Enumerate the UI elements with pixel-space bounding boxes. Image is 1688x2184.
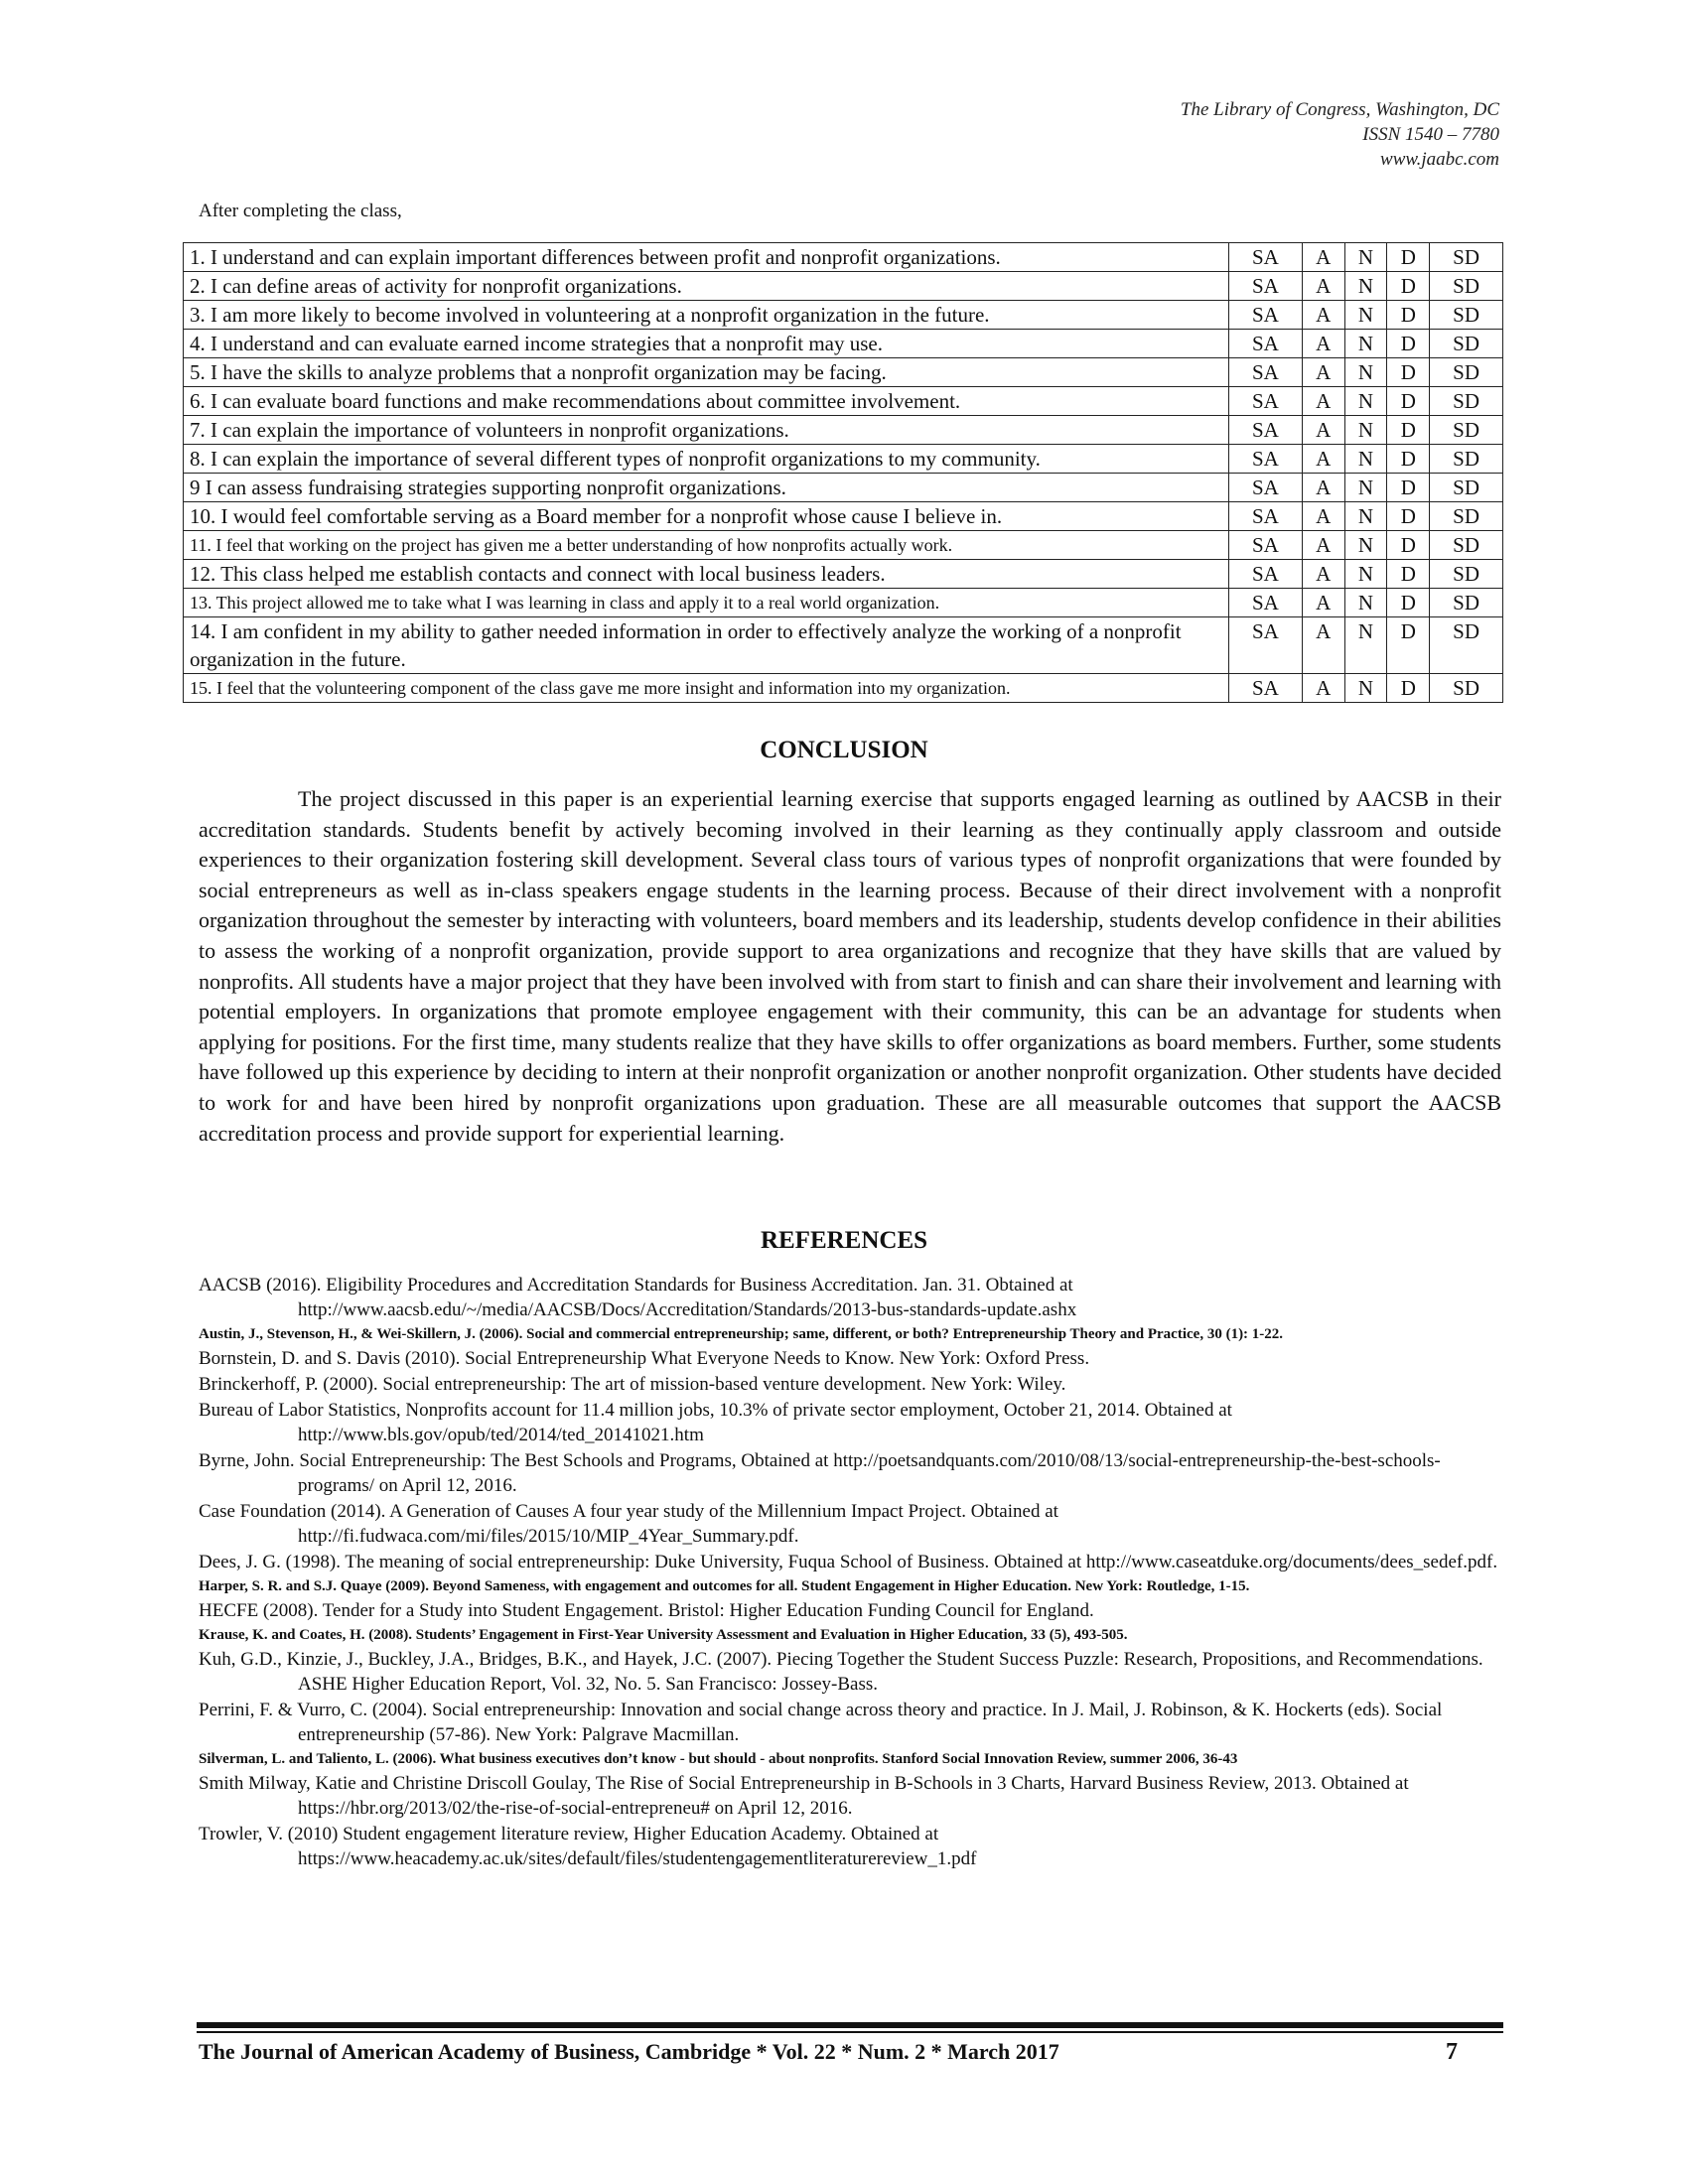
survey-row (184, 301, 1503, 330)
rating-option-d: D (1387, 502, 1430, 531)
survey-row (184, 502, 1503, 531)
survey-statement: 2. I can define areas of activity for nonprofit organizations. (184, 272, 1229, 301)
survey-row (184, 474, 1503, 502)
rating-option-sa: SA (1229, 502, 1303, 531)
rating-option-n: N (1344, 560, 1387, 589)
survey-statement: 7. I can explain the importance of volunteers in nonprofit organizations. (184, 416, 1229, 445)
rating-option-n: N (1344, 243, 1387, 272)
rating-option-a: A (1302, 416, 1344, 445)
table-intro: After completing the class, (199, 201, 402, 221)
rating-option-sa: SA (1229, 445, 1303, 474)
survey-row (184, 531, 1503, 560)
reference-item: Harper, S. R. and S.J. Quaye (2009). Beyond Sameness, with engagement and outcomes for all. Student Engagement in Higher Education. New York: Routledge, 1-15. (199, 1578, 1250, 1594)
rating-option-n: N (1344, 330, 1387, 358)
survey-statement: 12. This class helped me establish contacts and connect with local business leaders. (184, 560, 1229, 589)
rating-option-sa: SA (1229, 330, 1303, 358)
rating-option-sa: SA (1229, 416, 1303, 445)
rating-option-sa: SA (1229, 358, 1303, 387)
rating-option-d: D (1387, 301, 1430, 330)
rating-option-a: A (1302, 474, 1344, 502)
survey-statement: 5. I have the skills to analyze problems that a nonprofit organization may be facing. (184, 358, 1229, 387)
footer-rule-thin (197, 2031, 1503, 2033)
survey-row (184, 243, 1503, 272)
header-library: The Library of Congress, Washington, DC (1180, 99, 1499, 120)
reference-item: HECFE (2008). Tender for a Study into Student Engagement. Bristol: Higher Education Funding Council for England. (199, 1600, 1094, 1621)
survey-row (184, 416, 1503, 445)
rating-option-d: D (1387, 243, 1430, 272)
rating-option-a: A (1302, 301, 1344, 330)
survey-statement: 15. I feel that the volunteering component of the class gave me more insight and information into my organization. (184, 674, 1229, 703)
survey-row (184, 560, 1503, 589)
reference-item: Krause, K. and Coates, H. (2008). Students’ Engagement in First-Year University Assessment and Evaluation in Higher Education, 33 (5), 493-505. (199, 1627, 1128, 1643)
rating-option-sd: SD (1430, 474, 1503, 502)
survey-statement: 3. I am more likely to become involved in volunteering at a nonprofit organization in the future. (184, 301, 1229, 330)
reference-item: Austin, J., Stevenson, H., & Wei-Skillern, J. (2006). Social and commercial entrepreneurship; same, different, or both? Entrepreneurship Theory and Practice, 30 (1): 1-22. (199, 1326, 1284, 1342)
rating-option-d: D (1387, 589, 1430, 617)
rating-option-d: D (1387, 560, 1430, 589)
rating-option-sd: SD (1430, 416, 1503, 445)
survey-row (184, 272, 1503, 301)
rating-option-n: N (1344, 531, 1387, 560)
survey-statement: 11. I feel that working on the project has given me a better understanding of how nonprofits actually work. (184, 531, 1229, 560)
rating-option-n: N (1344, 445, 1387, 474)
running-header (1181, 97, 1499, 172)
survey-row (184, 330, 1503, 358)
rating-option-sa: SA (1229, 474, 1303, 502)
conclusion-paragraph: The project discussed in this paper is an experiential learning exercise that supports engaged learning as outlined by AACSB in their accreditation standards. Students benefit by actively becoming involved in their learning as they continually apply classroom and outside experiences to their organization fostering skill development. Several class tours of various types of nonprofit organizations that were founded by social entrepreneurs as well as in-class speakers engage students in the learning process. Because of their direct involvement with a nonprofit organization throughout the semester by interacting with volunteers, board members and its leadership, students develop confidence in their abilities to assess the working of a nonprofit organization, provide support to area organizations and recognize that they have skills that are valued by nonprofits. All students have a major project that they have been involved with from start to finish and can share their involvement and learning with potential employers. In organizations that promote employee engagement with their community, this can be an advantage for students when applying for positions. For the first time, many students realize that they have skills to offer organizations as board members. Further, some students have followed up this experience by deciding to intern at their nonprofit organization or another nonprofit organization. Other students have decided to work for and have been hired by nonprofit organizations upon graduation. These are all measurable outcomes that support the AACSB accreditation process and provide support for experiential learning. (199, 786, 1501, 1146)
survey-statement: 9 I can assess fundraising strategies supporting nonprofit organizations. (184, 474, 1229, 502)
survey-row (184, 617, 1503, 674)
survey-table (183, 242, 1503, 703)
reference-item: Perrini, F. & Vurro, C. (2004). Social entrepreneurship: Innovation and social change across theory and practice. In J. Mail, J. Robinson, & K. Hockerts (eds). Social entrepreneurship (57-86). New York: Palgrave Macmillan. (199, 1700, 1443, 1745)
journal-footer: The Journal of American Academy of Business, Cambridge * Vol. 22 * Num. 2 * March 2017 (199, 2039, 1059, 2064)
rating-option-sd: SD (1430, 358, 1503, 387)
rating-option-sd: SD (1430, 531, 1503, 560)
rating-option-sa: SA (1229, 589, 1303, 617)
reference-item: Trowler, V. (2010) Student engagement literature review, Higher Education Academy. Obtained at https://www.heacademy.ac.uk/sites/default/files/studentengagementliteraturereview_1.pdf (199, 1824, 977, 1869)
rating-option-a: A (1302, 531, 1344, 560)
rating-option-n: N (1344, 416, 1387, 445)
reference-item: Silverman, L. and Taliento, L. (2006). What business executives don’t know - but should - about nonprofits. Stanford Social Innovation Review, summer 2006, 36-43 (199, 1751, 1238, 1767)
rating-option-a: A (1302, 387, 1344, 416)
rating-option-sa: SA (1229, 301, 1303, 330)
rating-option-sd: SD (1430, 387, 1503, 416)
survey-row (184, 445, 1503, 474)
rating-option-d: D (1387, 531, 1430, 560)
rating-option-sa: SA (1229, 272, 1303, 301)
reference-item: Dees, J. G. (1998). The meaning of social entrepreneurship: Duke University, Fuqua School of Business. Obtained at http://www.caseatduke.org/documents/dees_sedef.pdf. (199, 1552, 1498, 1572)
rating-option-sd: SD (1430, 243, 1503, 272)
survey-row (184, 358, 1503, 387)
rating-option-d: D (1387, 416, 1430, 445)
rating-option-n: N (1344, 387, 1387, 416)
rating-option-a: A (1302, 674, 1344, 703)
rating-option-a: A (1302, 272, 1344, 301)
rating-option-sa: SA (1229, 674, 1303, 703)
rating-option-n: N (1344, 272, 1387, 301)
rating-option-d: D (1387, 358, 1430, 387)
rating-option-a: A (1302, 617, 1344, 674)
reference-list (199, 1273, 1501, 1872)
reference-item: Brinckerhoff, P. (2000). Social entrepreneurship: The art of mission-based venture development. New York: Wiley. (199, 1374, 1066, 1395)
rating-option-sd: SD (1430, 445, 1503, 474)
reference-item: Bureau of Labor Statistics, Nonprofits account for 11.4 million jobs, 10.3% of private sector employment, October 21, 2014. Obtained at http://www.bls.gov/opub/ted/2014/ted_20141021.htm (199, 1400, 1232, 1445)
survey-row (184, 589, 1503, 617)
rating-option-sa: SA (1229, 560, 1303, 589)
rating-option-sd: SD (1430, 301, 1503, 330)
rating-option-n: N (1344, 474, 1387, 502)
survey-row (184, 387, 1503, 416)
survey-statement: 1. I understand and can explain important differences between profit and nonprofit organizations. (184, 243, 1229, 272)
survey-row (184, 674, 1503, 703)
rating-option-d: D (1387, 474, 1430, 502)
rating-option-sd: SD (1430, 272, 1503, 301)
rating-option-d: D (1387, 330, 1430, 358)
rating-option-d: D (1387, 387, 1430, 416)
header-issn: ISSN 1540 – 7780 (1362, 124, 1499, 145)
rating-option-d: D (1387, 617, 1430, 674)
rating-option-n: N (1344, 617, 1387, 674)
rating-option-d: D (1387, 674, 1430, 703)
rating-option-a: A (1302, 560, 1344, 589)
rating-option-sd: SD (1430, 617, 1503, 674)
rating-option-sa: SA (1229, 387, 1303, 416)
references-heading: REFERENCES (760, 1227, 928, 1254)
rating-option-n: N (1344, 358, 1387, 387)
survey-statement: 6. I can evaluate board functions and make recommendations about committee involvement. (184, 387, 1229, 416)
rating-option-n: N (1344, 589, 1387, 617)
reference-item: Kuh, G.D., Kinzie, J., Buckley, J.A., Bridges, B.K., and Hayek, J.C. (2007). Piecing Together the Student Success Puzzle: Research, Propositions, and Recommendations. ASHE Higher Education Report, Vol. 32, No. 5. San Francisco: Jossey-Bass. (199, 1649, 1483, 1695)
reference-item: AACSB (2016). Eligibility Procedures and Accreditation Standards for Business Accreditation. Jan. 31. Obtained at http://www.aacsb.edu/~/media/AACSB/Docs/Accreditation/Standards/2013-bus-standards-update.ashx (199, 1275, 1077, 1320)
rating-option-a: A (1302, 502, 1344, 531)
rating-option-sd: SD (1430, 330, 1503, 358)
page-number: 7 (1446, 2039, 1458, 2065)
rating-option-n: N (1344, 301, 1387, 330)
survey-statement: 10. I would feel comfortable serving as a Board member for a nonprofit whose cause I believe in. (184, 502, 1229, 531)
rating-option-sa: SA (1229, 243, 1303, 272)
rating-option-sa: SA (1229, 531, 1303, 560)
reference-item: Byrne, John. Social Entrepreneurship: The Best Schools and Programs, Obtained at http://poetsandquants.com/2010/08/13/social-entrepreneurship-the-best-schools-programs/ on April 12, 2016. (199, 1450, 1441, 1496)
survey-statement: 14. I am confident in my ability to gather needed information in order to effectively analyze the working of a nonprofit organization in the future. (184, 617, 1229, 674)
rating-option-sd: SD (1430, 674, 1503, 703)
header-website: www.jaabc.com (1380, 149, 1499, 170)
rating-option-a: A (1302, 358, 1344, 387)
rating-option-sd: SD (1430, 589, 1503, 617)
rating-option-n: N (1344, 674, 1387, 703)
rating-option-a: A (1302, 445, 1344, 474)
rating-option-a: A (1302, 589, 1344, 617)
rating-option-sd: SD (1430, 560, 1503, 589)
rating-option-a: A (1302, 243, 1344, 272)
rating-option-a: A (1302, 330, 1344, 358)
conclusion-heading: CONCLUSION (760, 737, 928, 763)
rating-option-sa: SA (1229, 617, 1303, 674)
rating-option-n: N (1344, 502, 1387, 531)
rating-option-d: D (1387, 272, 1430, 301)
footer-rule-thick (197, 2022, 1503, 2028)
rating-option-sd: SD (1430, 502, 1503, 531)
survey-statement: 4. I understand and can evaluate earned income strategies that a nonprofit may use. (184, 330, 1229, 358)
reference-item: Case Foundation (2014). A Generation of Causes A four year study of the Millennium Impact Project. Obtained at http://fi.fudwaca.com/mi/files/2015/10/MIP_4Year_Summary.pdf. (199, 1501, 1058, 1547)
rating-option-d: D (1387, 445, 1430, 474)
survey-statement: 13. This project allowed me to take what I was learning in class and apply it to a real world organization. (184, 589, 1229, 617)
survey-statement: 8. I can explain the importance of several different types of nonprofit organizations to my community. (184, 445, 1229, 474)
reference-item: Smith Milway, Katie and Christine Driscoll Goulay, The Rise of Social Entrepreneurship in B-Schools in 3 Charts, Harvard Business Review, 2013. Obtained at https://hbr.org/2013/02/the-rise-of-social-entrepreneu# on April 12, 2016. (199, 1773, 1409, 1819)
reference-item: Bornstein, D. and S. Davis (2010). Social Entrepreneurship What Everyone Needs to Know. New York: Oxford Press. (199, 1348, 1090, 1369)
